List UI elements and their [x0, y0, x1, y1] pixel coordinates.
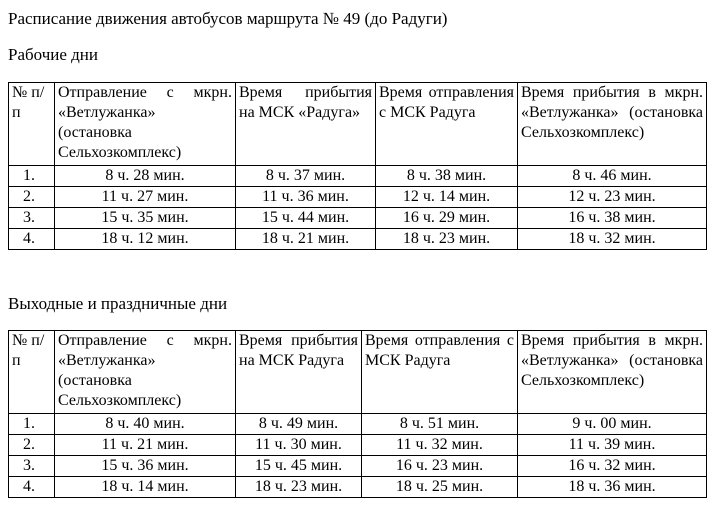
table-row: [9, 208, 707, 229]
departure-vetluzhanka-cell: 8 ч. 40 мин.: [55, 414, 236, 435]
table-header-row: [9, 331, 707, 414]
header-departure-raduga: Время отправления с МСК Радуга: [362, 331, 518, 414]
arrival-raduga-cell: 15 ч. 45 мин.: [236, 456, 362, 477]
departure-vetluzhanka-cell: 11 ч. 27 мин.: [55, 187, 236, 208]
schedule-table-workdays: [8, 82, 707, 250]
header-departure-vetluzhanka: Отправление с мкрн. «Ветлужанка» (остановка Сельхозкомплекс): [55, 331, 236, 414]
departure-vetluzhanka-cell: 8 ч. 28 мин.: [55, 166, 236, 187]
row-number: 3.: [9, 456, 55, 477]
arrival-vetluzhanka-cell: 12 ч. 23 мин.: [518, 187, 707, 208]
header-number: № п/п: [9, 331, 55, 414]
departure-raduga-cell: 12 ч. 14 мин.: [376, 187, 518, 208]
row-number: 1.: [9, 166, 55, 187]
arrival-raduga-cell: 18 ч. 23 мин.: [236, 477, 362, 498]
section-title-workdays: Рабочие дни: [8, 45, 98, 64]
departure-vetluzhanka-cell: 11 ч. 21 мин.: [55, 435, 236, 456]
departure-vetluzhanka-cell: 15 ч. 36 мин.: [55, 456, 236, 477]
arrival-raduga-cell: 15 ч. 44 мин.: [236, 208, 376, 229]
departure-raduga-cell: 16 ч. 29 мин.: [376, 208, 518, 229]
arrival-vetluzhanka-cell: 18 ч. 36 мин.: [518, 477, 707, 498]
header-arrival-vetluzhanka: Время прибытия в мкрн. «Ветлужанка» (остановка Сельхозкомплекс): [518, 83, 707, 166]
arrival-vetluzhanka-cell: 18 ч. 32 мин.: [518, 229, 707, 250]
table-row: [9, 166, 707, 187]
table-row: [9, 435, 707, 456]
header-arrival-raduga: Время прибытия на МСК «Радуга»: [236, 83, 376, 166]
arrival-raduga-cell: 11 ч. 30 мин.: [236, 435, 362, 456]
section-title-weekends: Выходные и праздничные дни: [8, 294, 228, 313]
arrival-vetluzhanka-cell: 16 ч. 32 мин.: [518, 456, 707, 477]
row-number: 2.: [9, 435, 55, 456]
departure-raduga-cell: 16 ч. 23 мин.: [362, 456, 518, 477]
departure-vetluzhanka-cell: 18 ч. 14 мин.: [55, 477, 236, 498]
schedule-table-weekends: [8, 330, 707, 498]
table-row: [9, 229, 707, 250]
departure-raduga-cell: 8 ч. 51 мин.: [362, 414, 518, 435]
arrival-raduga-cell: 18 ч. 21 мин.: [236, 229, 376, 250]
header-arrival-raduga: Время прибытия на МСК Радуга: [236, 331, 362, 414]
row-number: 2.: [9, 187, 55, 208]
row-number: 1.: [9, 414, 55, 435]
departure-raduga-cell: 18 ч. 23 мин.: [376, 229, 518, 250]
table-header-row: [9, 83, 707, 166]
arrival-raduga-cell: 8 ч. 37 мин.: [236, 166, 376, 187]
arrival-raduga-cell: 11 ч. 36 мин.: [236, 187, 376, 208]
table-row: [9, 456, 707, 477]
departure-raduga-cell: 18 ч. 25 мин.: [362, 477, 518, 498]
header-number: № п/п: [9, 83, 55, 166]
arrival-vetluzhanka-cell: 9 ч. 00 мин.: [518, 414, 707, 435]
page-title: Расписание движения автобусов маршрута № 49 (до Радуги): [8, 9, 448, 28]
arrival-vetluzhanka-cell: 8 ч. 46 мин.: [518, 166, 707, 187]
departure-vetluzhanka-cell: 15 ч. 35 мин.: [55, 208, 236, 229]
header-departure-vetluzhanka: Отправление с мкрн. «Ветлужанка» (остановка Сельхозкомплекс): [55, 83, 236, 166]
arrival-vetluzhanka-cell: 11 ч. 39 мин.: [518, 435, 707, 456]
table-row: [9, 414, 707, 435]
row-number: 3.: [9, 208, 55, 229]
table-row: [9, 187, 707, 208]
arrival-vetluzhanka-cell: 16 ч. 38 мин.: [518, 208, 707, 229]
departure-vetluzhanka-cell: 18 ч. 12 мин.: [55, 229, 236, 250]
row-number: 4.: [9, 477, 55, 498]
header-arrival-vetluzhanka: Время прибытия в мкрн. «Ветлужанка» (остановка Сельхозкомплекс): [518, 331, 707, 414]
table-row: [9, 477, 707, 498]
departure-raduga-cell: 8 ч. 38 мин.: [376, 166, 518, 187]
row-number: 4.: [9, 229, 55, 250]
arrival-raduga-cell: 8 ч. 49 мин.: [236, 414, 362, 435]
departure-raduga-cell: 11 ч. 32 мин.: [362, 435, 518, 456]
header-departure-raduga: Время отправления с МСК Радуга: [376, 83, 518, 166]
